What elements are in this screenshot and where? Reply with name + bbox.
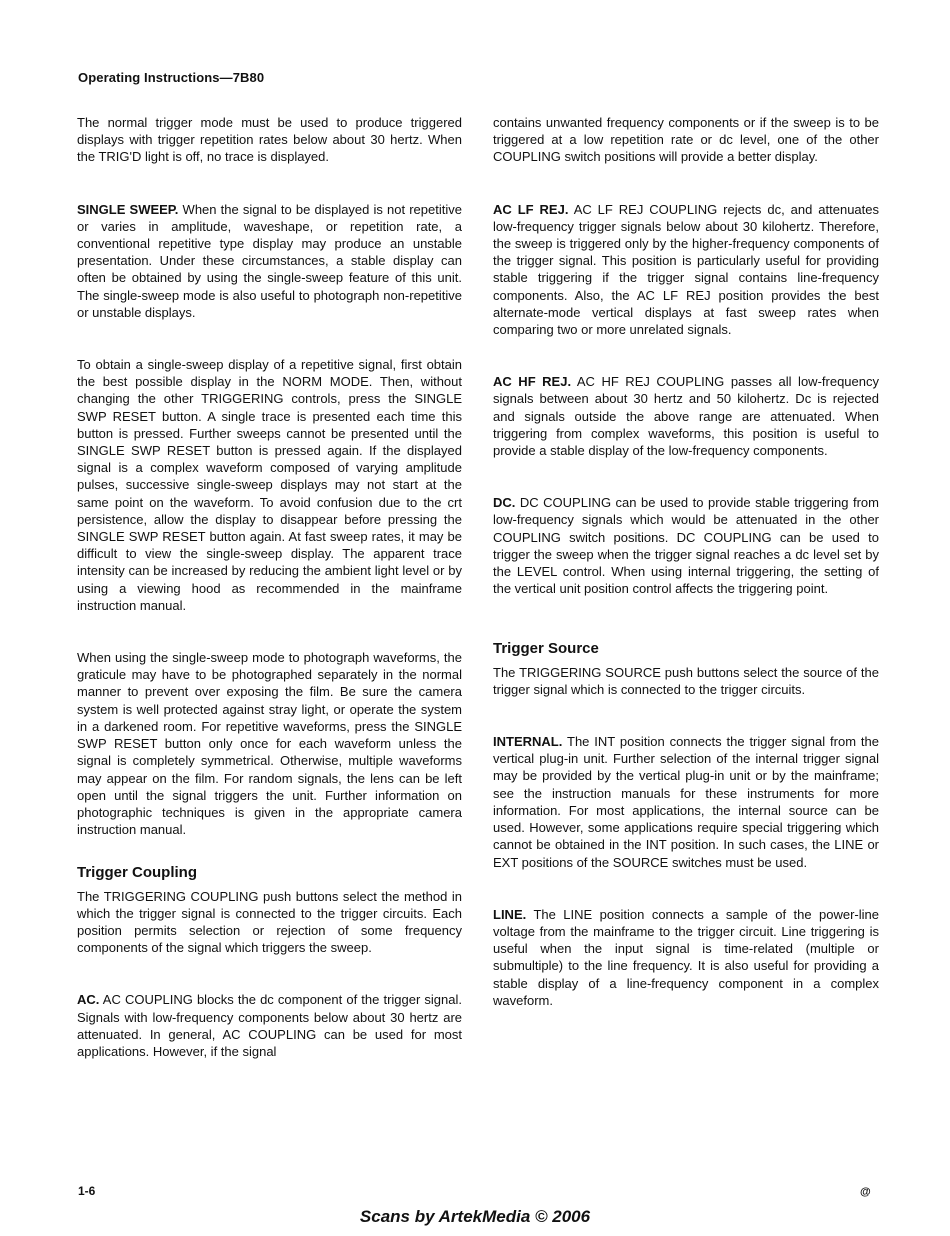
paragraph-body: AC LF REJ COUPLING rejects dc, and attenuates low-frequency trigger signals below about 30 kilohertz. Therefore, the sweep is triggered only by the higher-frequency components of the trigger signal. This position is particularly useful for providing stable triggering if the trigger signal contains line-frequency components. Also, the AC LF REJ position provides the best alternate-mode vertical displays at fast sweep rates when comparing two or more unrelated signals.: [493, 201, 879, 338]
paragraph-body: The INT position connects the trigger signal from the vertical plug-in unit. Further selection of the internal trigger signal may be provided by the vertical plug-in unit or by the mainframe; see the instruction manuals for these instruments for more information. For most applications, the internal source can be used. However, some applications require special triggering which cannot be obtained in the INT position. In such cases, the LINE or EXT positions of the SOURCE switches must be used.: [493, 734, 879, 870]
page-header: Operating Instructions—7B80: [78, 70, 265, 85]
paragraph-body: AC HF REJ COUPLING passes all low-frequency signals between about 30 hertz and 50 kilohertz. Dc is rejected and signals outside the above range are attenuated. When triggering from complex waveforms, this position is useful to provide a stable display of the low-frequency components.: [493, 374, 879, 459]
paragraph-ac-lf-rej: [493, 201, 879, 339]
paragraph-ac-hf-rej: [493, 373, 879, 459]
paragraph-source-intro: The TRIGGERING SOURCE push buttons select the source of the trigger signal which is connected to the trigger circuits.: [493, 664, 879, 697]
paragraph-photographing: When using the single-sweep mode to photograph waveforms, the graticule may have to be photographed separately in the normal manner to prevent over exposing the film. Be sure the camera system is well protected against stray light, or operate the system in a darkened room. For repetitive waveforms, press the SINGLE SWP RESET button only once for each waveform unless the signal is completely symmetrical. Otherwise, multiple waveforms may appear on the film. For random signals, the lens can be left open until the signal triggers the unit. Further information on photographic techniques is given in the appropriate camera instruction manual.: [77, 650, 462, 838]
paragraph-line: [493, 906, 879, 1009]
run-in-heading: SINGLE SWEEP.: [77, 201, 179, 217]
paragraph-normal-trigger: The normal trigger mode must be used to produce triggered displays with trigger repetition rates below about 30 hertz. When the TRIG'D light is off, no trace is displayed.: [77, 115, 462, 165]
run-in-heading: DC.: [493, 495, 516, 511]
left-column: [77, 114, 462, 1060]
section-heading-trigger-coupling: Trigger Coupling: [77, 864, 197, 882]
run-in-heading: AC LF REJ.: [493, 201, 569, 217]
right-column: [493, 114, 879, 1009]
section-heading-trigger-source: Trigger Source: [493, 640, 599, 658]
page-mark: @: [860, 1186, 871, 1198]
paragraph-body: DC COUPLING can be used to provide stable triggering from low-frequency signals which would be attenuated in the other COUPLING switch positions. DC COUPLING can be used to trigger the sweep when the trigger signal reaches a dc level set by the LEVEL control. When using internal triggering, the setting of the vertical unit position control affects the triggering point.: [493, 495, 879, 597]
paragraph-body: AC COUPLING blocks the dc component of the trigger signal. Signals with low-frequency components below about 30 hertz are attenuated. In general, AC COUPLING can be used for most applications. However, if the signal: [77, 992, 462, 1059]
paragraph-coupling-intro: The TRIGGERING COUPLING push buttons select the method in which the trigger signal is connected to the trigger circuits. Each position permits selection or rejection of some frequency components of the signal which triggers the sweep.: [77, 888, 462, 956]
page-number: 1-6: [78, 1184, 96, 1198]
run-in-heading: LINE.: [493, 906, 527, 922]
paragraph-body: The LINE position connects a sample of the power-line voltage from the mainframe to the trigger circuit. Line triggering is useful when the input signal is time-related (multiple or submultiple) to the line frequency. It is also useful for providing a stable display of a line-frequency component in a complex waveform.: [493, 906, 879, 1008]
paragraph-single-sweep: [77, 201, 462, 321]
run-in-heading: AC.: [77, 992, 100, 1008]
paragraph-dc: [493, 494, 879, 597]
paragraph-internal: [493, 733, 879, 871]
paragraph-body: When the signal to be displayed is not repetitive or varies in amplitude, waveshape, or repetition rate, a conventional repetitive type display may produce an unstable presentation. Under these circumstances, a stable display can often be obtained by using the single-sweep feature of this unit. The single-sweep mode is also useful to photograph non-repetitive or unstable displays.: [77, 201, 462, 320]
footer-credit: Scans by ArtekMedia © 2006: [359, 1207, 591, 1226]
paragraph-ac: [77, 991, 462, 1060]
paragraph-ac-continued: contains unwanted frequency components or if the sweep is to be triggered at a low repetition rate or dc level, one of the other COUPLING switch positions will provide a better display.: [493, 115, 879, 165]
run-in-heading: AC HF REJ.: [493, 374, 572, 390]
run-in-heading: INTERNAL.: [493, 734, 563, 750]
paragraph-single-sweep-procedure: To obtain a single-sweep display of a repetitive signal, first obtain the best possible display in the NORM MODE. Then, without changing the other TRIGGERING controls, press the SINGLE SWP RESET button. A single trace is presented each time this button is pressed. Further sweeps cannot be presented until the SINGLE SWP RESET button is pressed again. If the displayed signal is a complex waveform composed of varying amplitude pulses, successive single-sweep displays may not start at the same point on the waveform. To avoid confusion due to the crt persistence, allow the display to disappear before pressing the SINGLE SWP RESET button again. At fast sweep rates, it may be difficult to view the single-sweep display. The apparent trace intensity can be increased by reducing the ambient light level or by using a viewing hood as recommended in the mainframe instruction manual.: [77, 357, 462, 613]
